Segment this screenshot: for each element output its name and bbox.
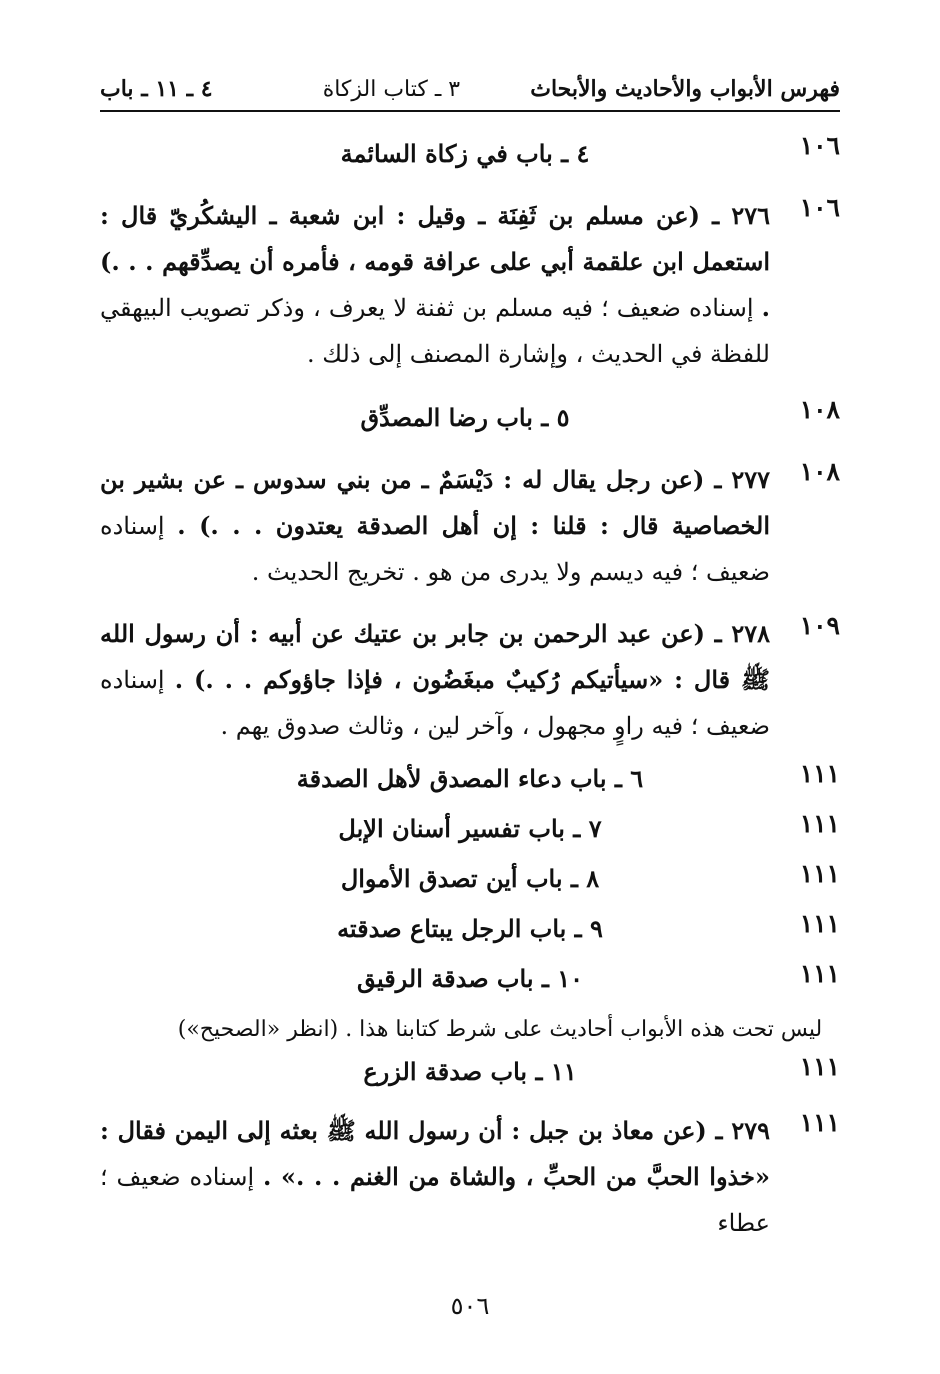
running-header: [100, 72, 840, 106]
chapter-title: ٤ ـ باب في زكاة السائمة: [340, 139, 590, 168]
page-ref: ١١١: [799, 909, 840, 938]
page-ref: ١٠٦: [799, 131, 840, 160]
index-entry-hadith: [100, 1108, 840, 1246]
index-entry-hadith: [100, 193, 840, 377]
hadith-grading: إسناده ضعيف ؛ عطاء: [100, 1163, 770, 1237]
header-chapter-range: ٤ ـ ١١ ـ باب: [100, 76, 213, 102]
hadith-grading: إسناده ضعيف ؛ فيه راوٍ مجهول ، وآخر لين ، وثالث صدوق يهم .: [100, 666, 770, 740]
index-entry-hadith: [100, 457, 840, 595]
page-number: ٥٠٦: [450, 1292, 490, 1320]
chapter-title: ١١ ـ باب صدقة الزرع: [363, 1057, 577, 1086]
page-ref: ١١١: [799, 759, 840, 788]
hadith-citation: ٢٧٨ ـ (عن عبد الرحمن بن جابر بن عتيك عن أبيه : أن رسول الله ﷺ قال : «سيأتيكم رُكيبٌ مبغَضُون ، فإذا جاؤوكم . . .) .: [100, 619, 770, 694]
page-ref: ١١١: [799, 809, 840, 838]
hadith-citation: ٢٧٧ ـ (عن رجل يقال له : دَيْسَمٌ ـ من بني سدوس ـ عن بشير بن الخصاصية قال : قلنا : إن أهل الصدقة يعتدون . . .) .: [100, 465, 770, 540]
index-content: [100, 125, 840, 1246]
page-ref: ١١١: [799, 959, 840, 988]
chapter-title: ٧ ـ باب تفسير أسنان الإبل: [338, 814, 602, 843]
page-ref: ١١١: [799, 1108, 840, 1137]
chapter-title: ١٠ ـ باب صدقة الرقيق: [356, 964, 584, 993]
index-entry-chapter: [100, 859, 840, 899]
hadith-text: [100, 193, 770, 377]
hadith-text: [100, 611, 770, 749]
index-entry-chapter: [100, 959, 840, 999]
hadith-citation: ٢٧٩ ـ (عن معاذ بن جبل : أن رسول الله ﷺ بعثه إلى اليمن فقال : «خذوا الحبَّ من الحبِّ ، والشاة من الغنم . . .» .: [100, 1116, 770, 1191]
chapter-title: ٥ ـ باب رضا المصدِّق: [360, 403, 570, 432]
hadith-text: [100, 457, 770, 595]
index-entry-chapter: [100, 909, 840, 949]
index-entry-chapter: [100, 395, 840, 441]
hadith-text: [100, 1108, 770, 1246]
page-ref: ١١١: [799, 859, 840, 888]
hadith-citation: ٢٧٦ ـ (عن مسلم بن ثَفِنَة ـ وقيل : ابن شعبة ـ اليشكُريّ قال : استعمل ابن علقمة أبي على عرافة قومه ، فأمره أن يصدِّقهم . . .) .: [100, 201, 770, 322]
index-entry-chapter: [100, 131, 840, 177]
page-ref: ١١١: [799, 1052, 840, 1081]
page-ref: ١٠٦: [799, 193, 840, 222]
index-entry-hadith: [100, 611, 840, 749]
page-ref: ١٠٩: [799, 611, 840, 640]
page-ref: ١٠٨: [799, 395, 840, 424]
hadith-grading: إسناده ضعيف ؛ فيه ديسم ولا يدرى من هو . تخريج الحديث .: [100, 512, 770, 586]
index-entry-chapter: [100, 759, 840, 799]
chapter-title: ٩ ـ باب الرجل يبتاع صدقته: [337, 914, 603, 943]
index-entry-chapter: [100, 809, 840, 849]
chapter-title: ٨ ـ باب أين تصدق الأموال: [340, 864, 600, 893]
section-notice: ليس تحت هذه الأبواب أحاديث على شرط كتابنا هذا . (انظر «الصحيح»): [177, 1017, 823, 1042]
header-book-title: ٣ ـ كتاب الزكاة: [322, 76, 461, 102]
header-section-title: فهرس الأبواب والأحاديث والأبحاث: [530, 76, 840, 102]
header-rule: [100, 110, 840, 112]
hadith-grading: إسناده ضعيف ؛ فيه مسلم بن ثفنة لا يعرف ، وذكر تصويب البيهقي للفظة في الحديث ، وإشارة المصنف إلى ذلك .: [100, 294, 770, 368]
page-ref: ١٠٨: [799, 457, 840, 486]
chapter-title: ٦ ـ باب دعاء المصدق لأهل الصدقة: [296, 764, 644, 793]
index-entry-chapter: [100, 1052, 840, 1092]
